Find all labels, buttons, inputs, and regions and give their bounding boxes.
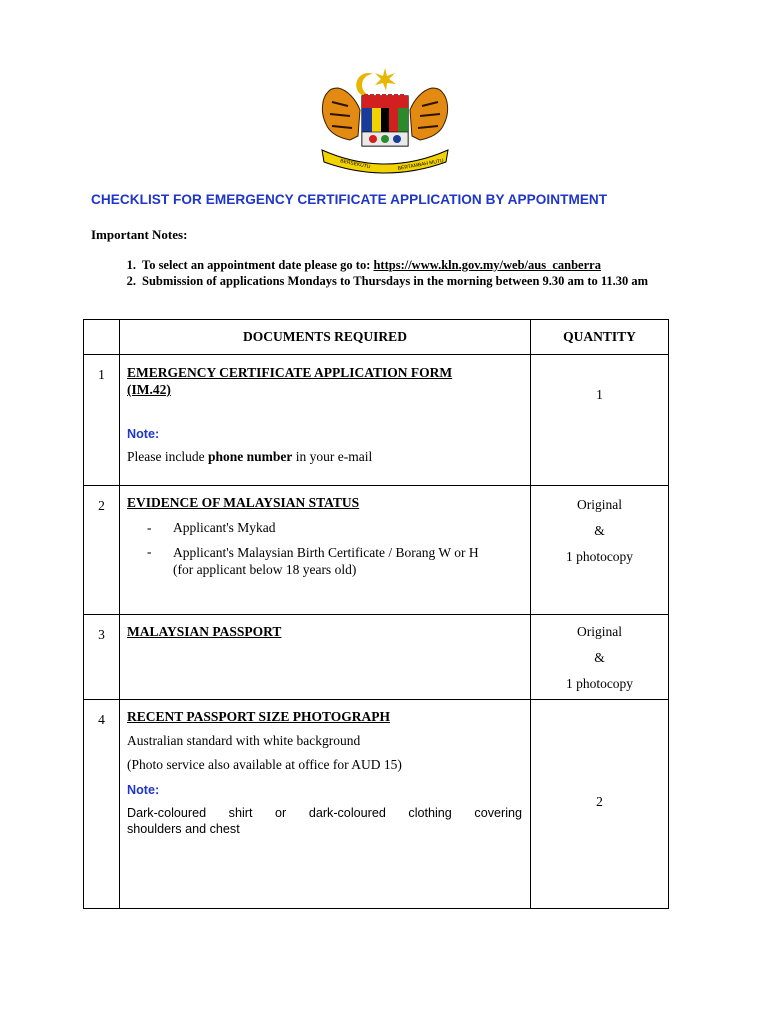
dash-bullet: - — [147, 520, 152, 535]
table-row — [84, 615, 669, 700]
header-number-cell — [84, 320, 120, 355]
important-notes-list — [91, 257, 741, 289]
row-document — [120, 486, 531, 615]
document-title: MALAYSIAN PASSPORT — [127, 624, 282, 639]
table-header-row — [84, 320, 669, 355]
table-row — [84, 486, 669, 615]
document-description: (Photo service also available at office for AUD 15) — [127, 757, 402, 772]
note-number: 1. — [126, 258, 136, 272]
row-document — [120, 615, 531, 700]
note-text: Dark-coloured shirt or dark-coloured clothing covering — [127, 806, 522, 820]
note-text-part: in your e-mail — [292, 449, 373, 464]
page-title: CHECKLIST FOR EMERGENCY CERTIFICATE APPLICATION BY APPOINTMENT — [91, 192, 608, 207]
row-number: 1 — [84, 355, 120, 486]
note-text — [127, 449, 522, 465]
motto-right: BERTAMBAH MUTU — [397, 157, 445, 172]
note-text: Submission of applications Mondays to Thursdays in the morning between 9.30 am to 11.30 am — [142, 274, 649, 288]
row-document — [120, 700, 531, 909]
quantity-line: 1 photocopy — [565, 676, 634, 691]
quantity-line: Original — [577, 624, 622, 639]
table-row — [84, 355, 669, 486]
malaysia-coat-of-arms-icon — [318, 66, 452, 174]
note-item-1 — [91, 257, 741, 273]
list-item — [147, 520, 522, 536]
note-item-2 — [91, 273, 741, 289]
dash-bullet: - — [147, 544, 152, 559]
row-quantity: 2 — [531, 700, 669, 909]
document-title: RECENT PASSPORT SIZE PHOTOGRAPH — [127, 709, 390, 724]
row-quantity — [531, 615, 669, 700]
list-item-text: Applicant's Mykad — [173, 520, 276, 535]
note-label: Note: — [127, 783, 160, 797]
quantity-line: & — [594, 650, 605, 665]
quantity-line: 1 photocopy — [565, 549, 634, 564]
document-description: Australian standard with white background — [127, 733, 361, 748]
motto-left: BERSEKUTU — [339, 158, 371, 171]
table-row — [84, 700, 669, 909]
note-number: 2. — [126, 274, 136, 288]
list-item-line: Applicant's Malaysian Birth Certificate / Borang W or H — [173, 545, 479, 560]
document-title-line: (IM.42) — [127, 382, 171, 397]
note-text-part: Please include — [127, 449, 208, 464]
quantity-line: Original — [577, 497, 622, 512]
note-text-prefix: To select an appointment date please go to: — [142, 258, 374, 272]
document-title: EVIDENCE OF MALAYSIAN STATUS — [127, 495, 360, 510]
row-number: 4 — [84, 700, 120, 909]
header-documents: DOCUMENTS REQUIRED — [120, 320, 531, 355]
document-title-line: EMERGENCY CERTIFICATE APPLICATION FORM — [127, 365, 453, 380]
list-item — [147, 544, 522, 578]
coat-of-arms-logo — [318, 66, 452, 174]
quantity-line: & — [594, 523, 605, 538]
note-text — [136, 257, 601, 273]
notes-heading: Important Notes: — [91, 227, 188, 242]
row-quantity: 1 — [531, 355, 669, 486]
row-quantity — [531, 486, 669, 615]
list-item-line: (for applicant below 18 years old) — [173, 562, 357, 577]
documents-table — [83, 319, 669, 909]
document-title — [127, 364, 522, 398]
row-number: 3 — [84, 615, 120, 700]
note-text: shoulders and chest — [127, 822, 240, 836]
row-document — [120, 355, 531, 486]
appointment-link[interactable]: https://www.kln.gov.my/web/aus_canberra — [373, 258, 601, 272]
list-item-text — [173, 544, 479, 578]
note-label: Note: — [127, 427, 160, 441]
note-bold-text: phone number — [207, 449, 293, 464]
row-number: 2 — [84, 486, 120, 615]
header-quantity: QUANTITY — [531, 320, 669, 355]
